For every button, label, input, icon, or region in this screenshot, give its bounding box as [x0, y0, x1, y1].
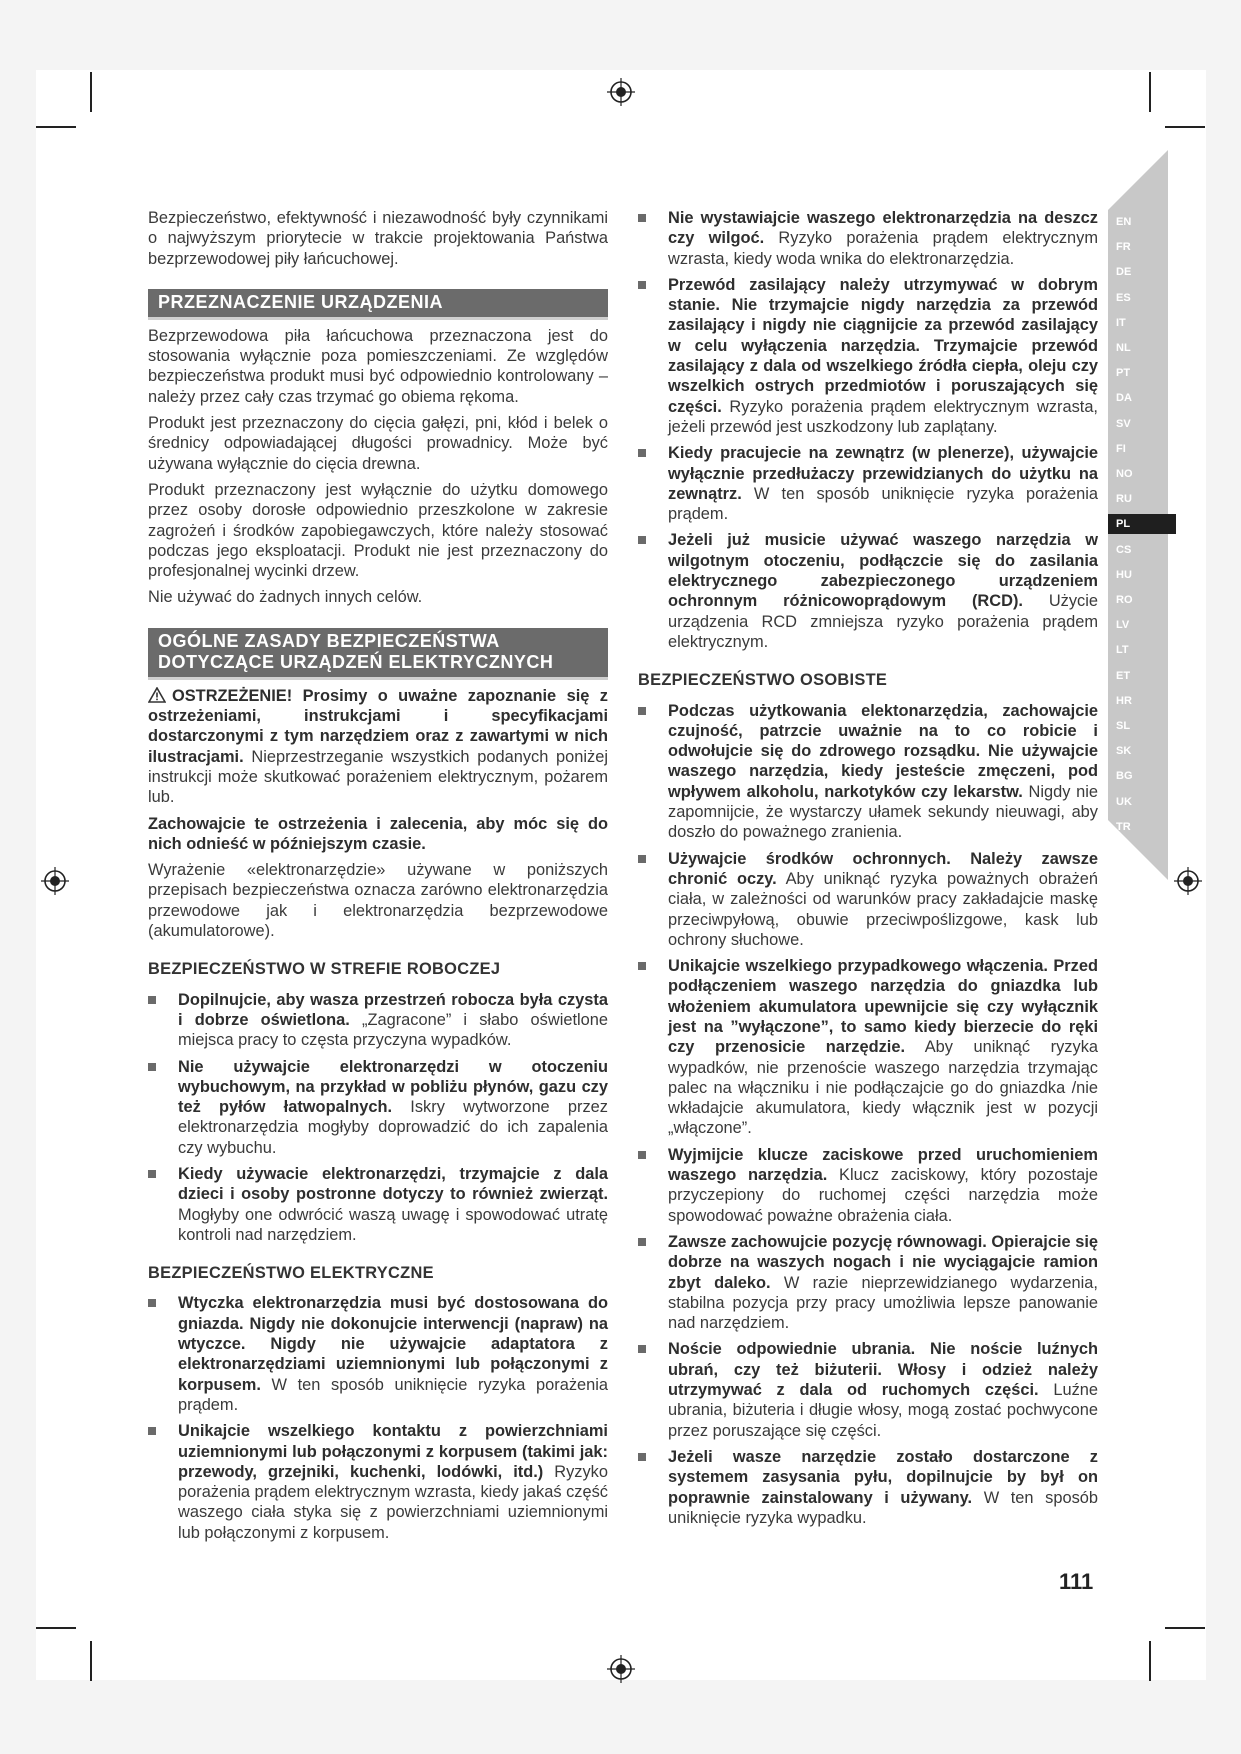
list-item: Podczas użytkowania elektonarzędzia, zachowajcie czujność, patrzcie uważnie na to co robicie i odwołujcie się do zdrowego rozsądku. Nie używajcie waszego narzędzia, kiedy jesteście zmęczeni, pod wpływem alkoholu, narkotyków czy lekarstw. Nigdy nie zapomnijcie, że wystarczy ułamek sekundy nieuwagi, aby doszło do poważnego zranienia. [638, 701, 1098, 843]
list-item: Wyjmijcie klucze zaciskowe przed uruchomieniem waszego narzędzia. Klucz zaciskowy, który pozostaje przyczepiony do ruchomej części narzędzia może spowodować poważne obrażenia ciała. [638, 1145, 1098, 1226]
purpose-paragraph: Nie używać do żadnych innych celów. [148, 588, 423, 607]
registration-mark-icon [606, 77, 636, 107]
list-item: Nie używajcie elektronarzędzi w otoczeniu wybuchowym, na przykład w pobliżu płynów, gazu czy też pyłów łatwopalnych. Iskry wytworzone przez elektronarzędzia mogłyby doprowadzić do ich zapalenia czy wybuchu. [148, 1057, 608, 1158]
crop-mark [90, 1641, 92, 1681]
warning-bold-text: OSTRZEŻENIE! Prosimy o uważne zapoznanie się z ostrzeżeniami, instrukcjami i specyfikacjami dostarczonymi z tym narzędziem oraz z zawartymi w nich ilustracjami. [148, 686, 608, 766]
language-tab-no: NO [1116, 468, 1133, 480]
list-item: Zawsze zachowujcie pozycję równowagi. Opierajcie się dobrze na waszych nogach i nie wyciągajcie ramion zbyt daleko. W razie nieprzewidzianego wydarzenia, stabilna pozycja przy pracy umożliwia lepsze panowanie nad narzędziem. [638, 1232, 1098, 1333]
language-tab-fr: FR [1116, 241, 1131, 254]
warning-paragraph [148, 686, 608, 808]
language-tab-en: EN [1116, 216, 1132, 228]
electrical-list-continued [638, 208, 1098, 652]
language-tab-nl: NL [1116, 342, 1131, 354]
purpose-paragraph: Produkt jest przeznaczony do cięcia gałęzi, pni, kłód i belek o średnicy odpowiadającej długości prowadnicy. Może być używana wyłącznie do cięcia drewna. [148, 414, 608, 473]
subheading-electrical: BEZPIECZEŃSTWO ELEKTRYCZNE [148, 1264, 434, 1283]
language-tab-sl: SL [1116, 720, 1131, 732]
language-tab-de: DE [1116, 266, 1132, 279]
intro-paragraph: Bezpieczeństwo, efektywność i niezawodność były czynnikami o najwyższym priorytecie w trakcie projektowania Państwa bezprzewodowej piły łańcuchowej. [148, 209, 608, 268]
list-item: Nie wystawiajcie waszego elektronarzędzia na deszcz czy wilgoć. Ryzyko porażenia prądem elektrycznym wzrasta, kiedy woda wnika do elektronarzędzia. [638, 208, 1098, 269]
crop-mark [90, 72, 92, 112]
work-area-list [148, 990, 608, 1246]
keep-note-text: Zachowajcie te ostrzeżenia i zalecenia, aby móc się do nich odnieść w późniejszym czasie. [148, 814, 608, 853]
list-item: Kiedy pracujecie na zewnątrz (w plenerze), używajcie wyłącznie przedłużaczy przewidzianych do użytku na zewnątrz. W ten sposób uniknięcie ryzyka porażenia prądem. [638, 443, 1098, 524]
language-tab-da: DA [1116, 392, 1132, 405]
language-tab-et: ET [1116, 669, 1131, 682]
keep-note [148, 814, 608, 855]
warning-triangle-icon [148, 687, 166, 703]
language-tab-pl: PL [1108, 514, 1176, 534]
registration-mark-icon [1173, 866, 1203, 896]
personal-list [638, 701, 1098, 1529]
list-item: Dopilnujcie, aby wasza przestrzeń robocza była czysta i dobrze oświetlona. „Zagracone” i słabo oświetlone miejsca pracy to częsta przyczyna wypadków. [148, 990, 608, 1051]
language-tab-lt: LT [1116, 644, 1129, 657]
language-tab-es: ES [1116, 291, 1131, 304]
language-tab-hu: HU [1116, 568, 1132, 581]
language-tab-ro: RO [1116, 594, 1133, 606]
list-item: Przewód zasilający należy utrzymywać w dobrym stanie. Nie trzymajcie nigdy narzędzia za przewód zasilający i nigdy nie ciągnijcie za przewód zasilający w celu wyłączenia narzędzia. Trzymajcie przewód zasilający z dala od wszelkiego źródła ciepła, oleju czy wszelkich ostrych przedmiotów i poruszających się części. Ryzyko porażenia prądem elektrycznym wzrasta, jeżeli przewód jest uszkodzony lub zaplątany. [638, 275, 1098, 437]
right-column [638, 208, 1098, 1534]
language-tab-fi: FI [1116, 442, 1126, 455]
section-band-general [148, 628, 608, 680]
subheading-work-area: BEZPIECZEŃSTWO W STREFIE ROBOCZEJ [148, 960, 501, 979]
purpose-paragraph: Produkt przeznaczony jest wyłącznie do użytku domowego przez osoby dorosłe odpowiednio przeszkolone w zakresie zagrożeń i środków zapobiegawczych, które należy stosować podczas jego eksploatacji. Produkt nie jest przeznaczony do profesjonalnej wycinki drzew. [148, 480, 608, 581]
general-title-line: OGÓLNE ZASADY BEZPIECZEŃSTWA [158, 630, 500, 651]
list-item: Noście odpowiednie ubrania. Nie noście luźnych ubrań, czy też biżuterii. Włosy i odzież należy utrzymywać z dala od ruchomych części. Luźne ubrania, biżuteria i długie włosy, mogą zostać pochwycone przez poruszające się części. [638, 1339, 1098, 1440]
crop-mark [36, 126, 76, 128]
crop-mark [36, 1627, 76, 1629]
language-tabs [1108, 212, 1168, 852]
language-tab-hr: HR [1116, 694, 1132, 707]
list-item: Używajcie środków ochronnych. Należy zawsze chronić oczy. Aby uniknąć ryzyka poważnych obrażeń ciała, w zależności od warunków pracy zakładajcie maskę przeciwpyłową, obuwie przeciwpoślizgowe, kask lub ochrony słuchowe. [638, 849, 1098, 950]
language-tab-tr: TR [1116, 820, 1131, 833]
crop-mark [1149, 1641, 1151, 1681]
list-item: Wtyczka elektronarzędzia musi być dostosowana do gniazda. Nigdy nie dokonujcie interwencji (napraw) na wtyczce. Nigdy nie używajcie adaptatora z elektronarzędziami uziemnionymi lub połączonymi z korpusem. W ten sposób uniknięcie ryzyka porażenia prądem. [148, 1293, 608, 1415]
language-tab-sv: SV [1116, 417, 1131, 430]
electrical-list [148, 1293, 608, 1543]
crop-mark [1149, 72, 1151, 112]
section-band-purpose: PRZEZNACZENIE URZĄDZENIA [148, 289, 608, 320]
definition-paragraph: Wyrażenie «elektronarzędzie» używane w poniższych przepisach bezpieczeństwa oznacza zarówno elektronarzędzia przewodowe jak i elektronarzędzia bezprzewodowe (akumulatorowe). [148, 861, 608, 941]
list-item: Kiedy używacie elektronarzędzi, trzymajcie z dala dzieci i osoby postronne dotyczy to również zwierząt. Mogłyby one odwrócić waszą uwagę i spowodować utratę kontroli nad narzędziem. [148, 1164, 608, 1245]
language-tab-ru: RU [1116, 493, 1132, 506]
crop-mark [1165, 1627, 1205, 1629]
crop-mark [1165, 126, 1205, 128]
registration-mark-icon [40, 866, 70, 896]
purpose-paragraph: Bezprzewodowa piła łańcuchowa przeznaczona jest do stosowania wyłącznie poza pomieszczeniami. Ze względów bezpieczeństwa produkt musi być odpowiednio kontrolowany – należy przez cały czas trzymać go obiema rękoma. [148, 326, 608, 406]
language-tab-cs: CS [1116, 543, 1132, 556]
list-item: Jeżeli wasze narzędzie zostało dostarczone z systemem zasysania pyłu, dopilnujcie by był on poprawnie zainstalowany i używany. W ten sposób uniknięcie ryzyka wypadku. [638, 1447, 1098, 1528]
general-title-line: DOTYCZĄCE URZĄDZEŃ ELEKTRYCZNYCH [158, 651, 554, 672]
language-tab-pt: PT [1116, 367, 1131, 380]
language-tab-bg: BG [1116, 770, 1133, 783]
list-item: Unikajcie wszelkiego kontaktu z powierzchniami uziemnionymi lub połączonymi z korpusem (takimi jak: przewody, grzejniki, kuchenki, lodówki, itd.) Ryzyko porażenia prądem elektrycznym wzrasta, kiedy jakaś część waszego ciała styka się z powierzchniami uziemnionymi lub połączonymi z korpusem. [148, 1421, 608, 1543]
left-column [148, 208, 608, 1549]
list-item: Unikajcie wszelkiego przypadkowego włączenia. Przed podłączeniem waszego narzędzia do gniazdka lub włożeniem akumulatora upewnijcie się czy wyłącznik jest na ”wyłączone”, to samo kiedy bierzecie do ręki czy przenosicie narzędzie. Aby uniknąć ryzyka wypadków, nie przenoście waszego narzędzia trzymając palec na włączniku i nie podłączajcie go do gniazdka /nie wkładajcie akumulatora, kiedy włącznik jest w pozycji „włączone”. [638, 956, 1098, 1139]
language-tab-uk: UK [1116, 795, 1132, 808]
warning-text: Nieprzestrzeganie wszystkich podanych poniżej instrukcji może skutkować porażeniem elektrycznym, pożarem lub. [148, 747, 608, 807]
registration-mark-icon [606, 1654, 636, 1684]
page-number: 111 [1059, 1569, 1094, 1594]
subheading-personal: BEZPIECZEŃSTWO OSOBISTE [638, 671, 888, 690]
language-tab-it: IT [1116, 316, 1126, 329]
language-tab-lv: LV [1116, 619, 1130, 632]
list-item: Jeżeli już musicie używać waszego narzędzia w wilgotnym otoczeniu, podłączcie się do zasilania elektrycznego zabezpieczonego urządzeniem ochronnym różnicowoprądowym (RCD). Użycie urządzenia RCD zmniejsza ryzyko porażenia prądem elektrycznym. [638, 530, 1098, 652]
language-tab-sk: SK [1116, 745, 1132, 758]
